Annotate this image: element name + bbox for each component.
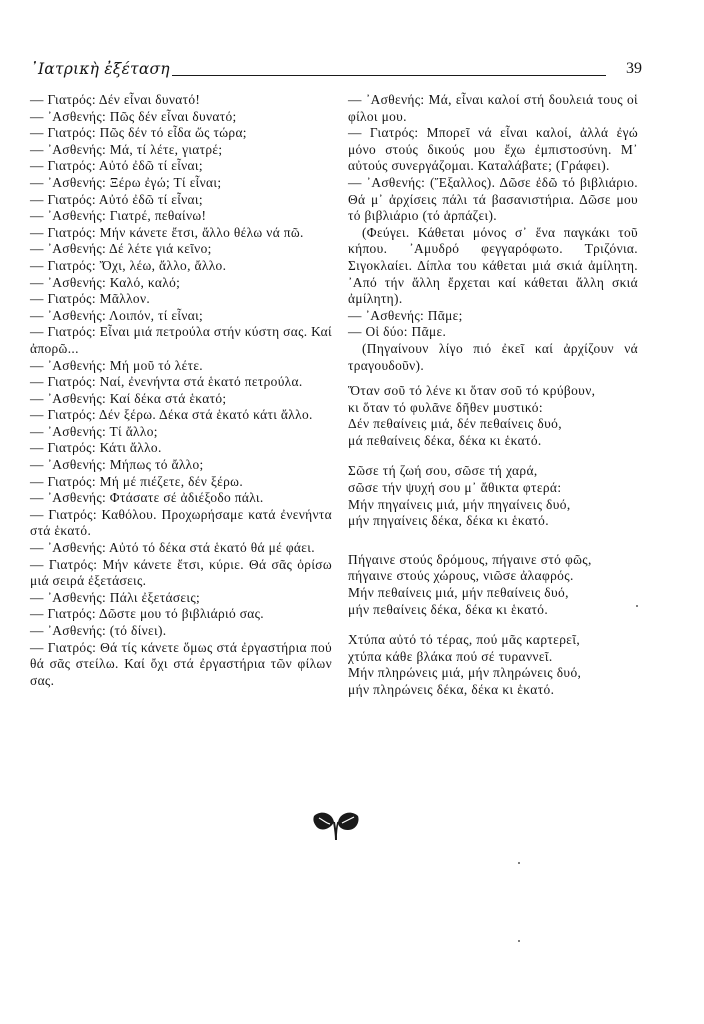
dialogue-line: — Γιατρός: Πῶς δέν τό εἶδα ὥς τώρα; — [30, 125, 247, 141]
dialogue-line: — ᾿Ασθενής: Γιατρέ, πεθαίνω! — [30, 208, 207, 224]
dialogue-line: — Γιατρός: Αὐτό ἐδῶ τί εἶναι; — [30, 158, 203, 174]
dialogue-line: — ᾿Ασθενής: Πάλι ἐξετάσεις; — [30, 589, 201, 605]
dialogue-line: — ᾿Ασθενής: Καλό, καλό; — [30, 274, 181, 290]
dialogue-line: — ᾿Ασθενής: Δέ λέτε γιά κεῖνο; — [30, 241, 212, 257]
song-line: μά πεθαίνεις δέκα, δέκα κι ἑκατό. — [348, 432, 542, 448]
right-column — [348, 92, 638, 713]
song-stanza — [348, 463, 638, 529]
dialogue-line: — Γιατρός: Εἶναι μιά πετρούλα στήν κύστη σας. Καί ἀπορῶ... — [30, 324, 332, 356]
dialogue-line: — Γιατρός: Θά τίς κάνετε ὅμως στά ἐργαστήρια πού θά σᾶς στείλω. Καί ὄχι στά ἐργαστήρια τῶν φίλων σας. — [30, 639, 332, 688]
song-line: Μήν πηγαίνεις μιά, μήν πηγαίνεις δυό, — [348, 496, 571, 512]
song-line: Χτύπα αὐτό τό τέρας, πού μᾶς καρτερεῖ, — [348, 632, 581, 648]
dialogue-line: — Γιατρός: Καθόλου. Προχωρήσαμε κατά ἐνενήντα στά ἑκατό. — [30, 506, 332, 539]
song-stanza — [348, 383, 638, 449]
dialogue-line: — ᾿Ασθενής: Μή μοῦ τό λέτε. — [30, 357, 204, 373]
song-line: κι ὅταν τό φυλᾶνε δῆθεν μυστικό: — [348, 399, 543, 415]
dialogue-line: — Γιατρός: Μήν κάνετε ἔτσι, ἄλλο θέλω νά πῶ. — [30, 224, 304, 240]
dialogue-line: — ᾿Ασθενής: Τί ἄλλο; — [30, 423, 158, 439]
dialogue-line: — ᾿Ασθενής: Ξέρω ἐγώ; Τί εἶναι; — [30, 174, 222, 190]
dialogue-line: — Γιατρός: Μᾶλλον. — [30, 291, 151, 307]
dialogue-line: — Γιατρός: Κάτι ἄλλο. — [30, 440, 162, 456]
song-line: σῶσε τήν ψυχή σου μ᾿ ἄθικτα φτερά: — [348, 480, 562, 496]
song-stanza — [348, 632, 638, 698]
song-stanza — [348, 552, 638, 618]
print-speck — [518, 862, 520, 864]
dialogue-line: — ᾿Ασθενής: Λοιπόν, τί εἶναι; — [30, 307, 204, 323]
song-line: Μήν πληρώνεις μιά, μήν πληρώνεις δυό, — [348, 665, 582, 681]
page-number: 39 — [623, 60, 642, 78]
dialogue-line: — ᾿Ασθενής: (Ἔξαλλος). Δῶσε ἐδῶ τό βιβλιάριο. Θά μ᾿ ἀρχίσεις πάλι τά βασανιστήρια. Δῶσε μου τό βιβλιάριο (τό ἁρπάζει). — [348, 174, 638, 224]
song-line: μήν πληρώνεις δέκα, δέκα κι ἑκατό. — [348, 682, 555, 697]
dialogue-line: — Γιατρός: Μπορεῖ νά εἶναι καλοί, ἀλλά ἐγώ μόνο στούς δικούς μου ἔχω ἐμπιστοσύνη. Μ᾿ αὐτούς συνεργάζομαι. Καταλάβατε; (Γράφει). — [348, 125, 638, 174]
header-rule — [140, 75, 606, 76]
dialogue-line: — ᾿Ασθενής: Αὐτό τό δέκα στά ἑκατό θά μέ φάει. — [30, 540, 315, 556]
dialogue-line: — Γιατρός: Δῶστε μου τό βιβλιάριό σας. — [30, 606, 264, 622]
dialogue-line: — Γιατρός: Ὄχι, λέω, ἄλλο, ἄλλο. — [30, 257, 227, 273]
dialogue-line: — Γιατρός: Μή μέ πιέζετε, δέν ξέρω. — [30, 473, 244, 489]
dialogue-line: — Οἱ δύο: Πᾶμε. — [348, 324, 447, 340]
leaf-ornament-icon — [310, 808, 362, 842]
dialogue-line: — Γιατρός: Ναί, ἐνενήντα στά ἑκατό πετρούλα. — [30, 374, 303, 390]
dialogue-line: — ᾿Ασθενής: Μήπως τό ἄλλο; — [30, 457, 204, 473]
page-title: ᾿Ιατρικὴ ἐξέταση — [30, 60, 170, 78]
song-line: Σῶσε τή ζωή σου, σῶσε τή χαρά, — [348, 463, 538, 479]
print-speck — [636, 605, 638, 607]
left-column — [30, 92, 332, 689]
song-line: Μήν πεθαίνεις μιά, μήν πεθαίνεις δυό, — [348, 585, 569, 601]
song-line: μήν πηγαίνεις δέκα, δέκα κι ἑκατό. — [348, 513, 550, 529]
song-line: Πήγαινε στούς δρόμους, πήγαινε στό φῶς, — [348, 551, 592, 567]
print-speck — [518, 940, 520, 942]
dialogue-line: — Γιατρός: Δέν εἶναι δυνατό! — [30, 92, 201, 107]
dialogue-line: — ᾿Ασθενής: Καί δέκα στά ἑκατό; — [30, 390, 227, 406]
dialogue-line: — Γιατρός: Μήν κάνετε ἔτσι, κύριε. Θά σᾶς ὁρίσω μιά σειρά ἐξετάσεις. — [30, 556, 332, 589]
dialogue-line: — ᾿Ασθενής: Πᾶμε; — [348, 307, 463, 323]
song-line: πήγαινε στούς χώρους, νιῶσε ἀλαφρός. — [348, 568, 574, 584]
song-line: Δέν πεθαίνεις μιά, δέν πεθαίνεις δυό, — [348, 416, 562, 432]
song-line: μήν πεθαίνεις δέκα, δέκα κι ἑκατό. — [348, 601, 549, 617]
running-header — [30, 54, 642, 80]
dialogue-line: — ᾿Ασθενής: (τό δίνει). — [30, 623, 167, 638]
dialogue-line: — Γιατρός: Δέν ξέρω. Δέκα στά ἑκατό κάτι ἄλλο. — [30, 407, 313, 423]
song-line: χτύπα κάθε βλάκα πού σέ τυραννεῖ. — [348, 648, 553, 664]
dialogue-line: — ᾿Ασθενής: Πῶς δέν εἶναι δυνατό; — [30, 108, 237, 124]
song-line: Ὅταν σοῦ τό λένε κι ὅταν σοῦ τό κρύβουν, — [348, 383, 596, 399]
dialogue-line: — ᾿Ασθενής: Μά, εἶναι καλοί στή δουλειά τους οἱ φίλοι μου. — [348, 92, 638, 124]
dialogue-line: — Γιατρός: Αὐτό ἐδῶ τί εἶναι; — [30, 191, 203, 207]
stage-direction: (Φεύγει. Κάθεται μόνος σ᾿ ἕνα παγκάκι τοῦ κήπου. ᾿Αμυδρό φεγγαρόφωτο. Τριζόνια. Σιγοκλαίει. Δίπλα του κάθεται μιά σκιά ἀμίλητη. ᾿Από τήν ἄλλη ἔρχεται καί κάθεται ἄλλη σκιά ἀμίλητη). — [348, 224, 638, 307]
dialogue-line: — ᾿Ασθενής: Φτάσατε σέ ἀδιέξοδο πάλι. — [30, 490, 264, 506]
dialogue-line: — ᾿Ασθενής: Μά, τί λέτε, γιατρέ; — [30, 141, 223, 157]
stage-direction: (Πηγαίνουν λίγο πιό ἐκεῖ καί ἀρχίζουν νά τραγουδοῦν). — [348, 340, 638, 373]
